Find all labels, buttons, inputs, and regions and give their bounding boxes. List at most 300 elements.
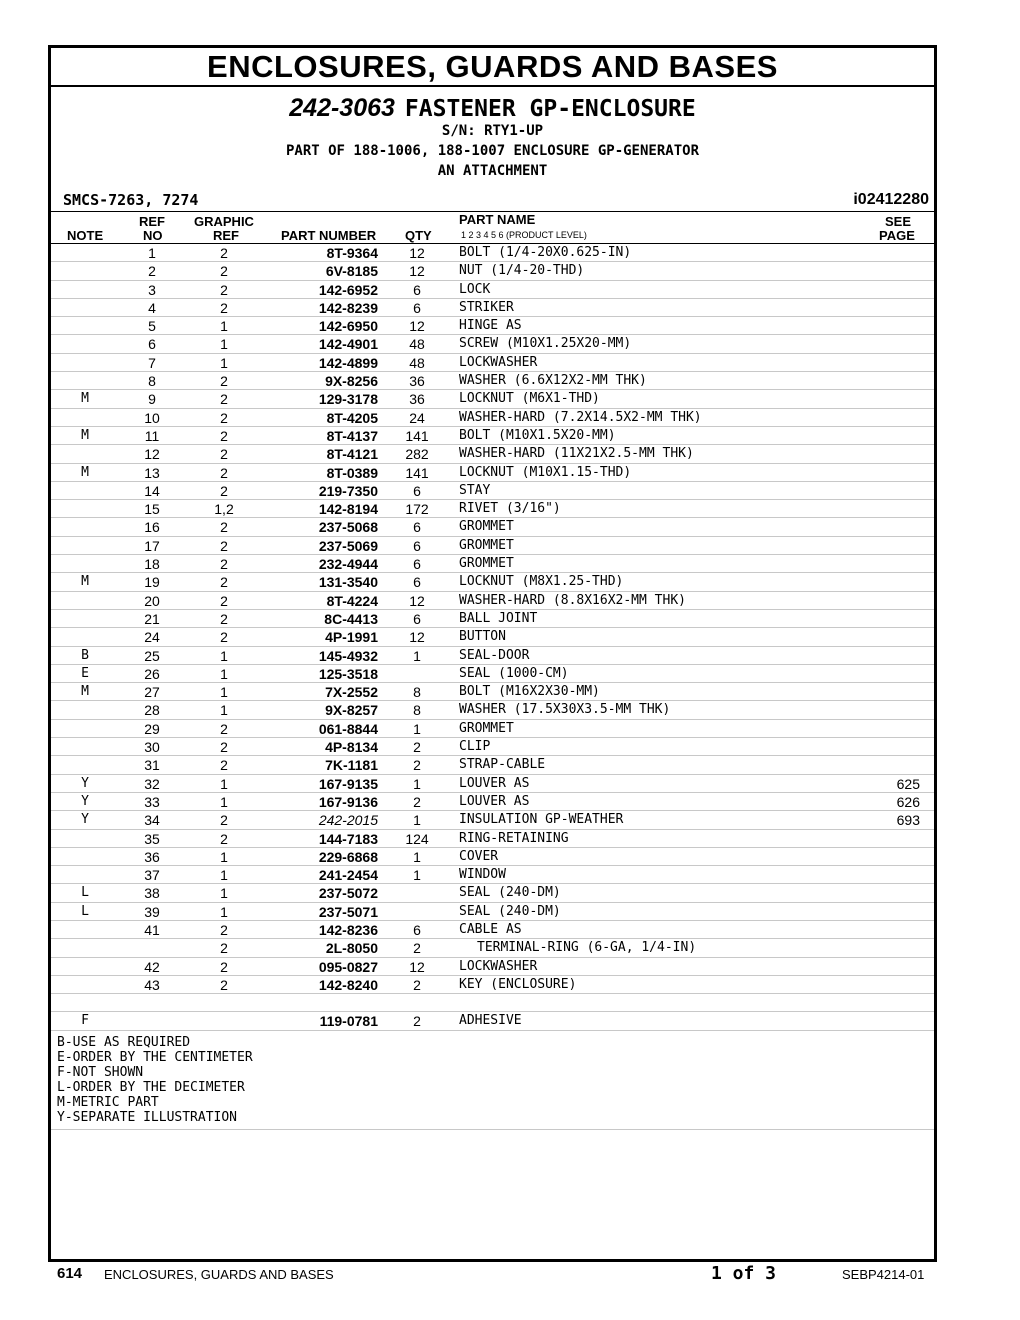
row-ref-no: 5 — [148, 318, 156, 335]
row-ref-no: 19 — [144, 574, 160, 591]
row-part-number: 219-7350 — [318, 482, 378, 499]
row-part-name: BOLT (1/4-20X0.625-IN) — [459, 245, 632, 260]
row-part-name: BOLT (M16X2X30-MM) — [459, 684, 600, 700]
note-line: Y-SEPARATE ILLUSTRATION — [57, 1109, 238, 1125]
row-ref-no: 17 — [144, 537, 160, 554]
row-ref-no: 42 — [144, 958, 160, 975]
row-part-name: TERMINAL-RING (6-GA, 1/4-IN) — [477, 940, 697, 956]
row-part-name: LOUVER AS — [459, 775, 530, 791]
row-ref-no: 28 — [144, 702, 160, 719]
row-part-number: 241-2454 — [318, 867, 378, 884]
illustration-id: i02412280 — [853, 191, 929, 208]
row-part-name: BUTTON — [459, 629, 506, 645]
row-part-name: LOCKNUT (M8X1.25-THD) — [459, 574, 624, 590]
row-see-page: 626 — [896, 793, 920, 810]
group-title-line — [51, 96, 934, 121]
row-part-number: 8T-4224 — [326, 592, 378, 609]
table-row — [51, 445, 934, 463]
row-graphic-ref: 2 — [220, 958, 228, 975]
col-product-levels: 1 2 3 4 5 6 (PRODUCT LEVEL) — [461, 230, 587, 240]
row-part-number: 167-9136 — [318, 793, 378, 810]
row-qty: 141 — [405, 427, 429, 444]
row-ref-no: 43 — [144, 976, 160, 993]
table-row — [51, 884, 934, 902]
row-qty: 8 — [413, 684, 421, 701]
row-graphic-ref: 2 — [220, 391, 228, 408]
note-line: B-USE AS REQUIRED — [57, 1034, 191, 1050]
col-qty: QTY — [405, 228, 432, 243]
row-part-number: 061-8844 — [318, 720, 378, 737]
row-graphic-ref: 2 — [220, 519, 228, 536]
note-line: E-ORDER BY THE CENTIMETER — [57, 1049, 253, 1065]
row-part-number: 8C-4413 — [324, 610, 378, 627]
row-part-name: GROMMET — [459, 720, 514, 736]
row-ref-no: 34 — [144, 812, 160, 829]
footer-page-of: 1 of 3 — [711, 1263, 777, 1284]
attachment-line: AN ATTACHMENT — [437, 163, 548, 179]
note-line: L-ORDER BY THE DECIMETER — [57, 1079, 245, 1095]
table-row — [51, 738, 934, 756]
row-part-name: RIVET (3/16") — [459, 501, 561, 517]
row-graphic-ref: 2 — [220, 446, 228, 463]
row-part-number: 8T-4121 — [326, 446, 378, 463]
table-row — [51, 756, 934, 774]
row-part-number: 142-4901 — [318, 336, 378, 353]
row-ref-no: 14 — [144, 482, 160, 499]
row-qty: 12 — [409, 263, 425, 280]
table-row — [51, 647, 934, 665]
table-row — [51, 537, 934, 555]
row-part-name: LOCKWASHER — [459, 354, 538, 370]
section-title: ENCLOSURES, GUARDS AND BASES — [51, 48, 934, 87]
group-header — [51, 96, 934, 181]
row-graphic-ref: 2 — [220, 940, 228, 957]
row-graphic-ref: 1 — [220, 318, 228, 335]
row-part-name: KEY (ENCLOSURE) — [459, 976, 577, 992]
row-ref-no: 37 — [144, 867, 160, 884]
table-row — [51, 628, 934, 646]
row-part-number: 237-5071 — [318, 903, 378, 920]
col-ref-top: REF — [139, 214, 165, 229]
footer-doc-id: SEBP4214-01 — [842, 1267, 925, 1282]
row-see-page: 693 — [896, 812, 920, 829]
row-part-name: WINDOW — [459, 867, 506, 883]
row-part-number: 142-8240 — [318, 976, 378, 993]
row-graphic-ref: 2 — [220, 556, 228, 573]
row-ref-no: 41 — [144, 921, 160, 938]
row-qty: 6 — [413, 281, 421, 298]
row-part-number: 7K-1181 — [325, 757, 378, 774]
table-row — [51, 939, 934, 957]
row-ref-no: 8 — [148, 373, 156, 390]
table-row — [51, 500, 934, 518]
table-row — [51, 1012, 934, 1030]
row-ref-no: 13 — [144, 464, 160, 481]
row-qty: 6 — [413, 921, 421, 938]
row-ref-no: 11 — [144, 427, 160, 444]
notes-legend — [51, 1031, 934, 1130]
row-graphic-ref: 2 — [220, 482, 228, 499]
table-row — [51, 683, 934, 701]
col-graphic-bottom: REF — [213, 228, 239, 243]
row-graphic-ref: 2 — [220, 263, 228, 280]
row-ref-no: 30 — [144, 739, 160, 756]
note-line: M-METRIC PART — [57, 1094, 159, 1110]
row-see-page: 625 — [896, 775, 920, 792]
table-row — [51, 976, 934, 994]
row-part-name: BALL JOINT — [459, 610, 538, 626]
row-qty: 12 — [409, 318, 425, 335]
row-qty: 141 — [405, 464, 429, 481]
group-number: 242-3063 — [289, 94, 395, 122]
row-ref-no: 18 — [144, 556, 160, 573]
row-note: Y — [81, 793, 89, 809]
row-ref-no: 39 — [144, 903, 160, 920]
row-graphic-ref: 2 — [220, 409, 228, 426]
row-part-number: 8T-4137 — [326, 427, 378, 444]
row-qty: 48 — [409, 354, 425, 371]
row-ref-no: 6 — [148, 336, 156, 353]
row-qty: 2 — [413, 940, 421, 957]
row-ref-no: 21 — [144, 610, 160, 627]
row-graphic-ref: 2 — [220, 299, 228, 316]
row-note: M — [81, 684, 89, 700]
smcs-row — [51, 189, 934, 212]
row-part-number: 142-8236 — [318, 921, 378, 938]
row-ref-no: 15 — [144, 501, 160, 518]
row-graphic-ref: 1 — [220, 702, 228, 719]
row-graphic-ref: 1 — [220, 793, 228, 810]
row-part-number: 095-0827 — [318, 958, 378, 975]
row-part-number: 9X-8256 — [325, 373, 378, 390]
group-name: FASTENER GP-ENCLOSURE — [404, 96, 696, 122]
row-ref-no: 1 — [148, 245, 156, 261]
row-part-name: GROMMET — [459, 537, 514, 553]
table-row — [51, 281, 934, 299]
row-graphic-ref: 1 — [220, 775, 228, 792]
row-part-number: 125-3518 — [318, 665, 378, 682]
row-graphic-ref: 2 — [220, 921, 228, 938]
row-part-name: LOCKNUT (M6X1-THD) — [459, 391, 600, 407]
row-qty: 2 — [413, 793, 421, 810]
table-row — [51, 903, 934, 921]
row-graphic-ref: 2 — [220, 720, 228, 737]
col-graphic-top: GRAPHIC — [194, 214, 254, 229]
row-part-name: BOLT (M10X1.5X20-MM) — [459, 427, 616, 443]
row-graphic-ref: 2 — [220, 537, 228, 554]
row-graphic-ref: 1 — [220, 665, 228, 682]
row-part-number: 145-4932 — [318, 647, 378, 664]
row-qty: 6 — [413, 299, 421, 316]
col-part-number: PART NUMBER — [281, 228, 377, 243]
row-note: M — [81, 464, 89, 480]
table-row — [51, 427, 934, 445]
row-qty: 282 — [405, 446, 429, 463]
table-row — [51, 482, 934, 500]
table-row — [51, 665, 934, 683]
row-note: L — [81, 903, 89, 919]
row-part-number: 9X-8257 — [325, 702, 378, 719]
row-note: Y — [81, 812, 89, 828]
row-graphic-ref: 1 — [220, 354, 228, 371]
table-row — [51, 317, 934, 335]
row-qty: 6 — [413, 537, 421, 554]
row-ref-no: 10 — [144, 409, 160, 426]
row-part-name: SEAL (240-DM) — [459, 903, 561, 919]
row-part-name: SEAL (240-DM) — [459, 885, 561, 901]
serial-number: S/N: RTY1-UP — [441, 123, 544, 139]
row-part-number: 2L-8050 — [325, 940, 378, 957]
row-part-number: 229-6868 — [318, 848, 378, 865]
row-part-number: 142-4899 — [318, 354, 378, 371]
table-row — [51, 464, 934, 482]
row-qty: 6 — [413, 482, 421, 499]
row-part-name: WASHER-HARD (8.8X16X2-MM THK) — [459, 592, 686, 608]
row-graphic-ref: 2 — [220, 610, 228, 627]
row-ref-no: 12 — [144, 446, 160, 463]
row-note: E — [81, 665, 89, 681]
row-part-number: 232-4944 — [318, 556, 378, 573]
row-part-name: STAY — [459, 482, 491, 498]
row-part-name: GROMMET — [459, 556, 514, 572]
row-qty: 1 — [413, 647, 421, 664]
row-graphic-ref: 2 — [220, 464, 228, 481]
row-qty: 36 — [409, 373, 425, 390]
table-row — [51, 555, 934, 573]
table-row — [51, 720, 934, 738]
row-ref-no: 29 — [144, 720, 160, 737]
smcs-code: SMCS-7263, 7274 — [63, 191, 199, 209]
row-ref-no: 3 — [148, 281, 156, 298]
row-qty: 2 — [413, 739, 421, 756]
row-graphic-ref: 2 — [220, 739, 228, 756]
row-graphic-ref: 2 — [220, 629, 228, 646]
footer-page-number: 614 — [57, 1265, 83, 1282]
row-part-name: LOUVER AS — [459, 793, 530, 809]
row-graphic-ref: 1 — [220, 647, 228, 664]
row-ref-no: 25 — [144, 647, 160, 664]
row-graphic-ref: 1 — [220, 867, 228, 884]
table-row — [51, 775, 934, 793]
row-qty: 6 — [413, 610, 421, 627]
row-part-number: 237-5072 — [318, 885, 378, 902]
row-graphic-ref: 2 — [220, 812, 228, 829]
row-qty: 2 — [413, 976, 421, 993]
row-part-number: 142-6952 — [318, 281, 378, 298]
row-qty: 12 — [409, 592, 425, 609]
column-headers — [51, 212, 934, 244]
row-part-number: 8T-9364 — [326, 245, 378, 261]
row-ref-no: 24 — [144, 629, 160, 646]
row-part-name: GROMMET — [459, 519, 514, 535]
row-graphic-ref: 2 — [220, 976, 228, 993]
row-graphic-ref: 2 — [220, 427, 228, 444]
row-part-number: 6V-8185 — [325, 263, 378, 280]
row-part-number: 142-6950 — [318, 318, 378, 335]
row-part-name: NUT (1/4-20-THD) — [459, 263, 585, 279]
note-line: F-NOT SHOWN — [57, 1064, 144, 1080]
table-row — [51, 994, 934, 1012]
row-qty: 124 — [405, 830, 429, 847]
row-graphic-ref: 1 — [220, 684, 228, 701]
row-qty: 1 — [413, 867, 421, 884]
row-note: M — [81, 574, 89, 590]
row-part-name: WASHER-HARD (11X21X2.5-MM THK) — [459, 446, 694, 462]
table-row — [51, 793, 934, 811]
row-qty: 12 — [409, 629, 425, 646]
row-part-number: 167-9135 — [318, 775, 378, 792]
row-part-name: INSULATION GP-WEATHER — [459, 812, 624, 828]
row-ref-no: 27 — [144, 684, 160, 701]
table-row — [51, 921, 934, 939]
row-graphic-ref: 1 — [220, 885, 228, 902]
row-part-number: 8T-4205 — [326, 409, 378, 426]
row-part-name: WASHER (17.5X30X3.5-MM THK) — [459, 702, 671, 718]
row-graphic-ref: 1 — [220, 336, 228, 353]
row-part-number: 142-8194 — [318, 501, 378, 518]
row-part-name: LOCKWASHER — [459, 958, 538, 974]
table-row — [51, 354, 934, 372]
table-row — [51, 811, 934, 829]
col-ref-bottom: NO — [143, 228, 163, 243]
row-qty: 1 — [413, 848, 421, 865]
row-qty: 1 — [413, 812, 421, 829]
row-ref-no: 20 — [144, 592, 160, 609]
row-graphic-ref: 2 — [220, 281, 228, 298]
row-part-number: 237-5068 — [318, 519, 378, 536]
col-see-top: SEE — [885, 214, 912, 229]
table-row — [51, 390, 934, 408]
row-part-name: WASHER-HARD (7.2X14.5X2-MM THK) — [459, 409, 702, 425]
row-qty: 8 — [413, 702, 421, 719]
row-part-name: WASHER (6.6X12X2-MM THK) — [459, 373, 647, 389]
row-graphic-ref: 2 — [220, 373, 228, 390]
row-part-name: CABLE AS — [459, 921, 522, 937]
footer-section: ENCLOSURES, GUARDS AND BASES — [104, 1267, 334, 1282]
row-qty: 12 — [409, 958, 425, 975]
row-graphic-ref: 2 — [220, 830, 228, 847]
row-qty: 2 — [413, 757, 421, 774]
row-part-name: RING-RETAINING — [459, 830, 569, 846]
row-qty: 2 — [413, 1013, 421, 1030]
table-row — [51, 866, 934, 884]
row-part-name: COVER — [459, 848, 499, 864]
row-graphic-ref: 1,2 — [214, 501, 234, 518]
row-part-number: 7X-2552 — [325, 684, 378, 701]
row-part-number: 131-3540 — [318, 574, 378, 591]
row-part-name: SCREW (M10X1.25X20-MM) — [459, 336, 632, 352]
row-ref-no: 35 — [144, 830, 160, 847]
parts-page-frame — [48, 45, 937, 1262]
table-row — [51, 262, 934, 280]
row-note: Y — [81, 775, 89, 791]
row-part-name: STRIKER — [459, 299, 514, 315]
row-graphic-ref: 2 — [220, 592, 228, 609]
row-part-number: 242-2015 — [318, 812, 378, 829]
row-qty: 36 — [409, 391, 425, 408]
row-note: B — [81, 647, 89, 663]
row-ref-no: 4 — [148, 299, 156, 316]
row-ref-no: 7 — [148, 354, 156, 371]
row-qty: 172 — [405, 501, 429, 518]
row-graphic-ref: 2 — [220, 574, 228, 591]
row-qty: 6 — [413, 519, 421, 536]
table-row — [51, 958, 934, 976]
table-row — [51, 830, 934, 848]
table-row — [51, 335, 934, 353]
row-qty: 6 — [413, 556, 421, 573]
row-ref-no: 16 — [144, 519, 160, 536]
row-ref-no: 32 — [144, 775, 160, 792]
row-part-name: ADHESIVE — [459, 1013, 522, 1029]
col-note: NOTE — [67, 228, 104, 243]
row-part-name: SEAL-DOOR — [459, 647, 530, 663]
row-graphic-ref: 2 — [220, 245, 228, 261]
row-part-number: 129-3178 — [318, 391, 378, 408]
row-qty: 48 — [409, 336, 425, 353]
part-of-line: PART OF 188-1006, 188-1007 ENCLOSURE GP-GENERATOR — [285, 143, 699, 159]
row-qty: 6 — [413, 574, 421, 591]
table-row — [51, 518, 934, 536]
row-qty: 12 — [409, 245, 425, 261]
row-ref-no: 33 — [144, 793, 160, 810]
row-part-name: LOCKNUT (M10X1.15-THD) — [459, 464, 632, 480]
table-row — [51, 592, 934, 610]
table-row — [51, 372, 934, 390]
table-row — [51, 244, 934, 262]
table-row — [51, 299, 934, 317]
row-ref-no: 26 — [144, 665, 160, 682]
table-row — [51, 409, 934, 427]
col-part-name: PART NAME — [459, 212, 536, 227]
row-part-number: 119-0781 — [319, 1013, 378, 1030]
row-note: M — [81, 391, 89, 407]
row-ref-no: 9 — [148, 391, 156, 408]
row-ref-no: 2 — [148, 263, 156, 280]
row-graphic-ref: 1 — [220, 903, 228, 920]
row-qty: 1 — [413, 775, 421, 792]
row-part-number: 144-7183 — [318, 830, 378, 847]
row-ref-no: 31 — [144, 757, 160, 774]
row-note: F — [81, 1013, 89, 1029]
row-qty: 1 — [413, 720, 421, 737]
row-part-number: 142-8239 — [318, 299, 378, 316]
row-note: L — [81, 885, 89, 901]
table-row — [51, 848, 934, 866]
table-row — [51, 610, 934, 628]
row-part-number: 4P-8134 — [325, 739, 378, 756]
row-note: M — [81, 427, 89, 443]
parts-table-body — [51, 244, 934, 1031]
page-footer — [57, 1263, 927, 1287]
row-graphic-ref: 2 — [220, 757, 228, 774]
row-ref-no: 38 — [144, 885, 160, 902]
row-part-name: LOCK — [459, 281, 491, 297]
col-see-bottom: PAGE — [879, 228, 915, 243]
row-graphic-ref: 1 — [220, 848, 228, 865]
row-ref-no: 36 — [144, 848, 160, 865]
table-row — [51, 573, 934, 591]
table-row — [51, 701, 934, 719]
row-part-name: HINGE AS — [459, 318, 522, 334]
row-part-name: CLIP — [459, 739, 491, 755]
row-part-number: 4P-1991 — [325, 629, 378, 646]
row-part-name: SEAL (1000-CM) — [459, 665, 569, 681]
row-part-number: 237-5069 — [318, 537, 378, 554]
row-qty: 24 — [409, 409, 425, 426]
row-part-name: STRAP-CABLE — [459, 757, 546, 773]
row-part-number: 8T-0389 — [326, 464, 378, 481]
